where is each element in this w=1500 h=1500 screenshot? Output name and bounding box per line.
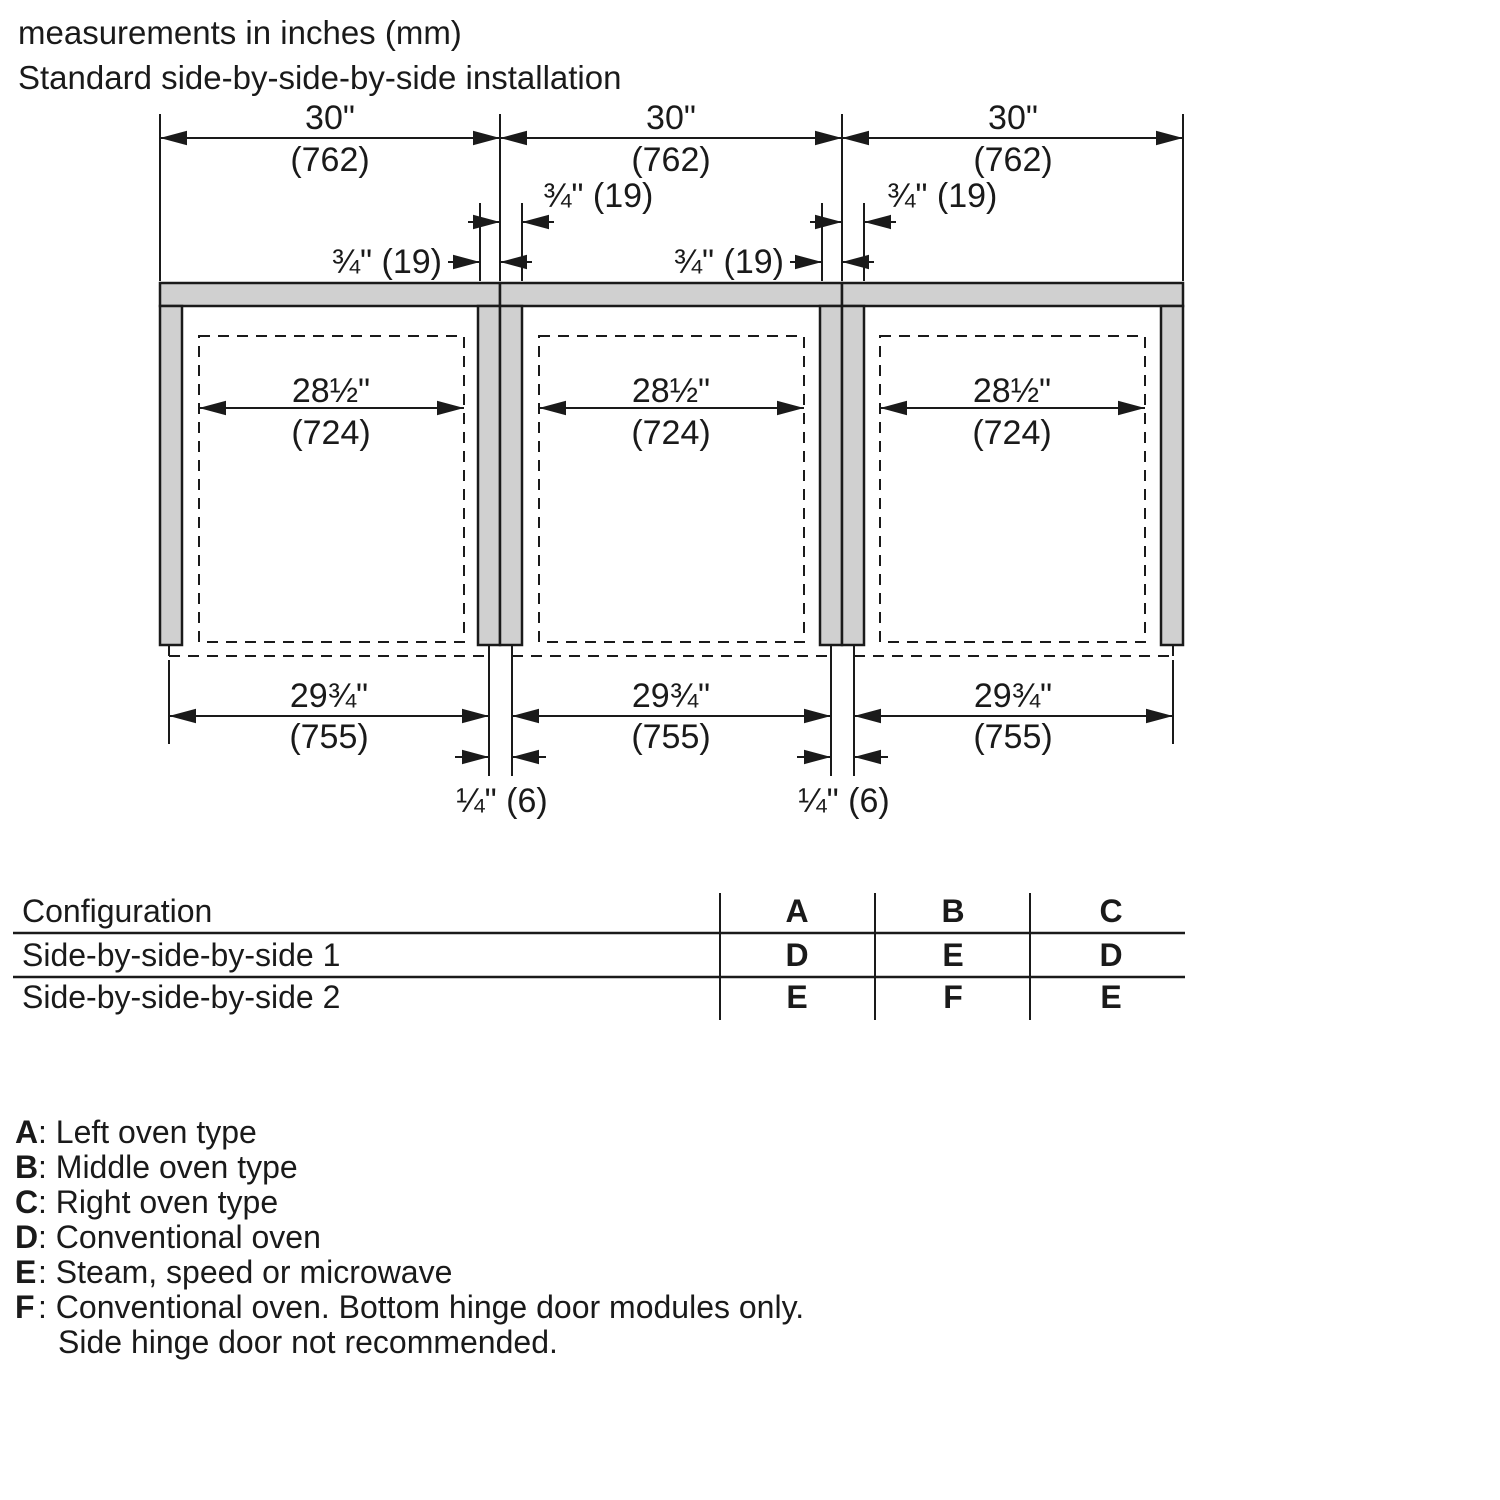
counter-band-segment [842, 283, 1183, 306]
legend-text-continued: Side hinge door not recommended. [58, 1324, 558, 1360]
dim-label-appliance-width-mm: (755) [631, 718, 711, 756]
dim-label-module-width-in: 30" [305, 99, 355, 137]
cabinet-panel [820, 306, 842, 645]
table-cell: F [943, 979, 963, 1015]
table-row-label: Side-by-side-by-side 2 [22, 979, 341, 1015]
cutout-width-dimensions [199, 372, 1145, 452]
dim-label-appliance-width-mm: (755) [289, 718, 369, 756]
title-block [18, 14, 621, 96]
title-line-1: measurements in inches (mm) [18, 14, 462, 51]
dim-label-module-width-mm: (762) [973, 141, 1053, 179]
appliance-width-dimensions [169, 677, 1173, 756]
dim-label-appliance-width-in: 29¾" [631, 677, 711, 715]
dim-label-cutout-width-mm: (724) [291, 414, 371, 452]
dim-label-panel-thickness: ¾" (19) [331, 243, 442, 281]
table-header-label: Configuration [22, 893, 213, 929]
dim-label-appliance-gap: ¼" (6) [798, 782, 890, 820]
legend-text: : Left oven type [38, 1114, 257, 1150]
appliance-gap-dimensions [455, 757, 890, 820]
legend-key: D [15, 1219, 39, 1255]
cabinet-panel [478, 306, 500, 645]
legend-key: B [15, 1149, 39, 1185]
panel-thickness-dimensions [332, 177, 998, 281]
dim-label-module-width-mm: (762) [631, 141, 711, 179]
table-cell: E [786, 979, 808, 1015]
table-header-col: B [941, 893, 965, 929]
legend-text: : Right oven type [38, 1184, 279, 1220]
dim-label-cutout-width-in: 28½" [291, 372, 371, 410]
table-cell: D [785, 937, 809, 973]
dim-label-module-width-in: 30" [646, 99, 696, 137]
cabinet-panels [160, 306, 1183, 645]
module-width-dimensions [160, 99, 1183, 179]
table-cell: E [1100, 979, 1122, 1015]
legend-text: : Conventional oven [38, 1219, 321, 1255]
legend-text: : Conventional oven. Bottom hinge door modules only. [38, 1289, 805, 1325]
legend [15, 1114, 804, 1360]
table-cell: E [942, 937, 964, 973]
cabinet-panel [1161, 306, 1183, 645]
legend-text: : Middle oven type [38, 1149, 298, 1185]
legend-key: E [15, 1254, 37, 1290]
dim-label-cutout-width-mm: (724) [972, 414, 1052, 452]
dim-label-panel-thickness: ¾" (19) [543, 177, 654, 215]
legend-text: : Steam, speed or microwave [38, 1254, 453, 1290]
counter-band-segment [500, 283, 842, 306]
cabinet-panel [500, 306, 522, 645]
cabinet-top-band [160, 283, 1183, 306]
dim-label-cutout-width-in: 28½" [972, 372, 1052, 410]
counter-band-segment [160, 283, 500, 306]
table-cell: D [1099, 937, 1123, 973]
cabinet-panel [842, 306, 864, 645]
table-header-col: A [785, 893, 809, 929]
dim-label-module-width-in: 30" [988, 99, 1038, 137]
dim-label-module-width-mm: (762) [290, 141, 370, 179]
dim-label-appliance-width-mm: (755) [973, 718, 1053, 756]
table-row-label: Side-by-side-by-side 1 [22, 937, 341, 973]
legend-key: F [15, 1289, 35, 1325]
dim-label-appliance-gap: ¼" (6) [456, 782, 548, 820]
legend-key: C [15, 1184, 39, 1220]
appliance-bottom-outline [169, 645, 1173, 657]
dim-label-cutout-width-in: 28½" [631, 372, 711, 410]
table-header-col: C [1099, 893, 1123, 929]
config-table [13, 893, 1185, 1020]
dim-label-panel-thickness: ¾" (19) [887, 177, 998, 215]
top-extension-lines [160, 114, 1183, 281]
title-line-2: Standard side-by-side-by-side installation [18, 59, 622, 96]
dim-label-appliance-width-in: 29¾" [289, 677, 369, 715]
dim-label-appliance-width-in: 29¾" [973, 677, 1053, 715]
dim-label-cutout-width-mm: (724) [631, 414, 711, 452]
dim-label-panel-thickness: ¾" (19) [673, 243, 784, 281]
cabinet-panel [160, 306, 182, 645]
legend-key: A [15, 1114, 39, 1150]
